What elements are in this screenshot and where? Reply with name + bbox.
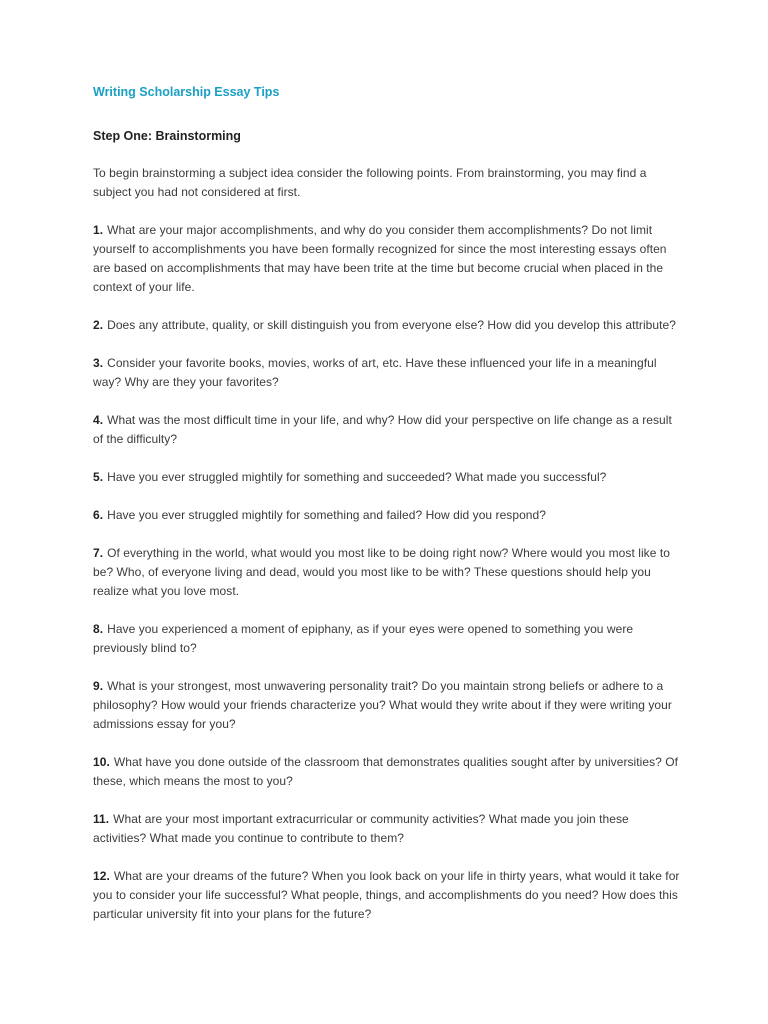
step-heading: Step One: Brainstorming — [93, 129, 241, 143]
item-number: 2. — [93, 318, 104, 332]
item-number: 9. — [93, 679, 104, 693]
list-item — [93, 544, 683, 601]
item-text: Consider your favorite books, movies, works of art, etc. Have these influenced your life in a meaningful way? Why are they your favorites? — [93, 356, 657, 389]
item-number: 12. — [93, 869, 110, 883]
item-number: 3. — [93, 356, 104, 370]
document-page — [93, 82, 683, 943]
item-text: What are your dreams of the future? When you look back on your life in thirty years, what would it take for you to consider your life successful? What people, things, and accomplishments do you need? How does this particular university fit into your plans for the future? — [93, 869, 680, 921]
list-item — [93, 468, 683, 487]
item-text: Of everything in the world, what would you most like to be doing right now? Where would you most like to be? Who, of everyone living and dead, would you most like to be with? These questions should help you realize what you love most. — [93, 546, 670, 598]
item-number: 7. — [93, 546, 104, 560]
list-item — [93, 354, 683, 392]
list-item — [93, 411, 683, 449]
item-text: What is your strongest, most unwavering personality trait? Do you maintain strong beliefs or adhere to a philosophy? How would your friends characterize you? What would they write about if they were writing your admissions essay for you? — [93, 679, 672, 731]
list-item — [93, 677, 683, 734]
item-text: Have you experienced a moment of epiphany, as if your eyes were opened to something you were previously blind to? — [93, 622, 634, 655]
question-list — [93, 221, 683, 924]
list-item — [93, 810, 683, 848]
item-number: 5. — [93, 470, 104, 484]
list-item — [93, 506, 683, 525]
item-number: 8. — [93, 622, 104, 636]
document-title: Writing Scholarship Essay Tips — [93, 85, 280, 99]
item-text: What are your major accomplishments, and why do you consider them accomplishments? Do not limit yourself to accomplishments you have been formally recognized for since the most interesting essays often are based on accomplishments that may have been trite at the time but become crucial when placed in the context of your life. — [93, 223, 667, 294]
intro-paragraph: To begin brainstorming a subject idea consider the following points. From brainstorming, you may find a subject you had not considered at first. — [93, 166, 647, 199]
list-item — [93, 620, 683, 658]
item-text: What are your most important extracurricular or community activities? What made you join these activities? What made you continue to contribute to them? — [93, 812, 629, 845]
item-text: What was the most difficult time in your life, and why? How did your perspective on life change as a result of the difficulty? — [93, 413, 672, 446]
item-number: 11. — [93, 812, 110, 826]
list-item — [93, 867, 683, 924]
item-number: 1. — [93, 223, 104, 237]
item-text: Have you ever struggled mightily for something and succeeded? What made you successful? — [107, 470, 607, 484]
item-text: Have you ever struggled mightily for something and failed? How did you respond? — [107, 508, 546, 522]
item-text: What have you done outside of the classroom that demonstrates qualities sought after by universities? Of these, which means the most to you? — [93, 755, 679, 788]
list-item — [93, 221, 683, 297]
item-number: 4. — [93, 413, 104, 427]
item-text: Does any attribute, quality, or skill distinguish you from everyone else? How did you develop this attribute? — [107, 318, 676, 332]
list-item — [93, 316, 683, 335]
item-number: 10. — [93, 755, 110, 769]
list-item — [93, 753, 683, 791]
item-number: 6. — [93, 508, 104, 522]
